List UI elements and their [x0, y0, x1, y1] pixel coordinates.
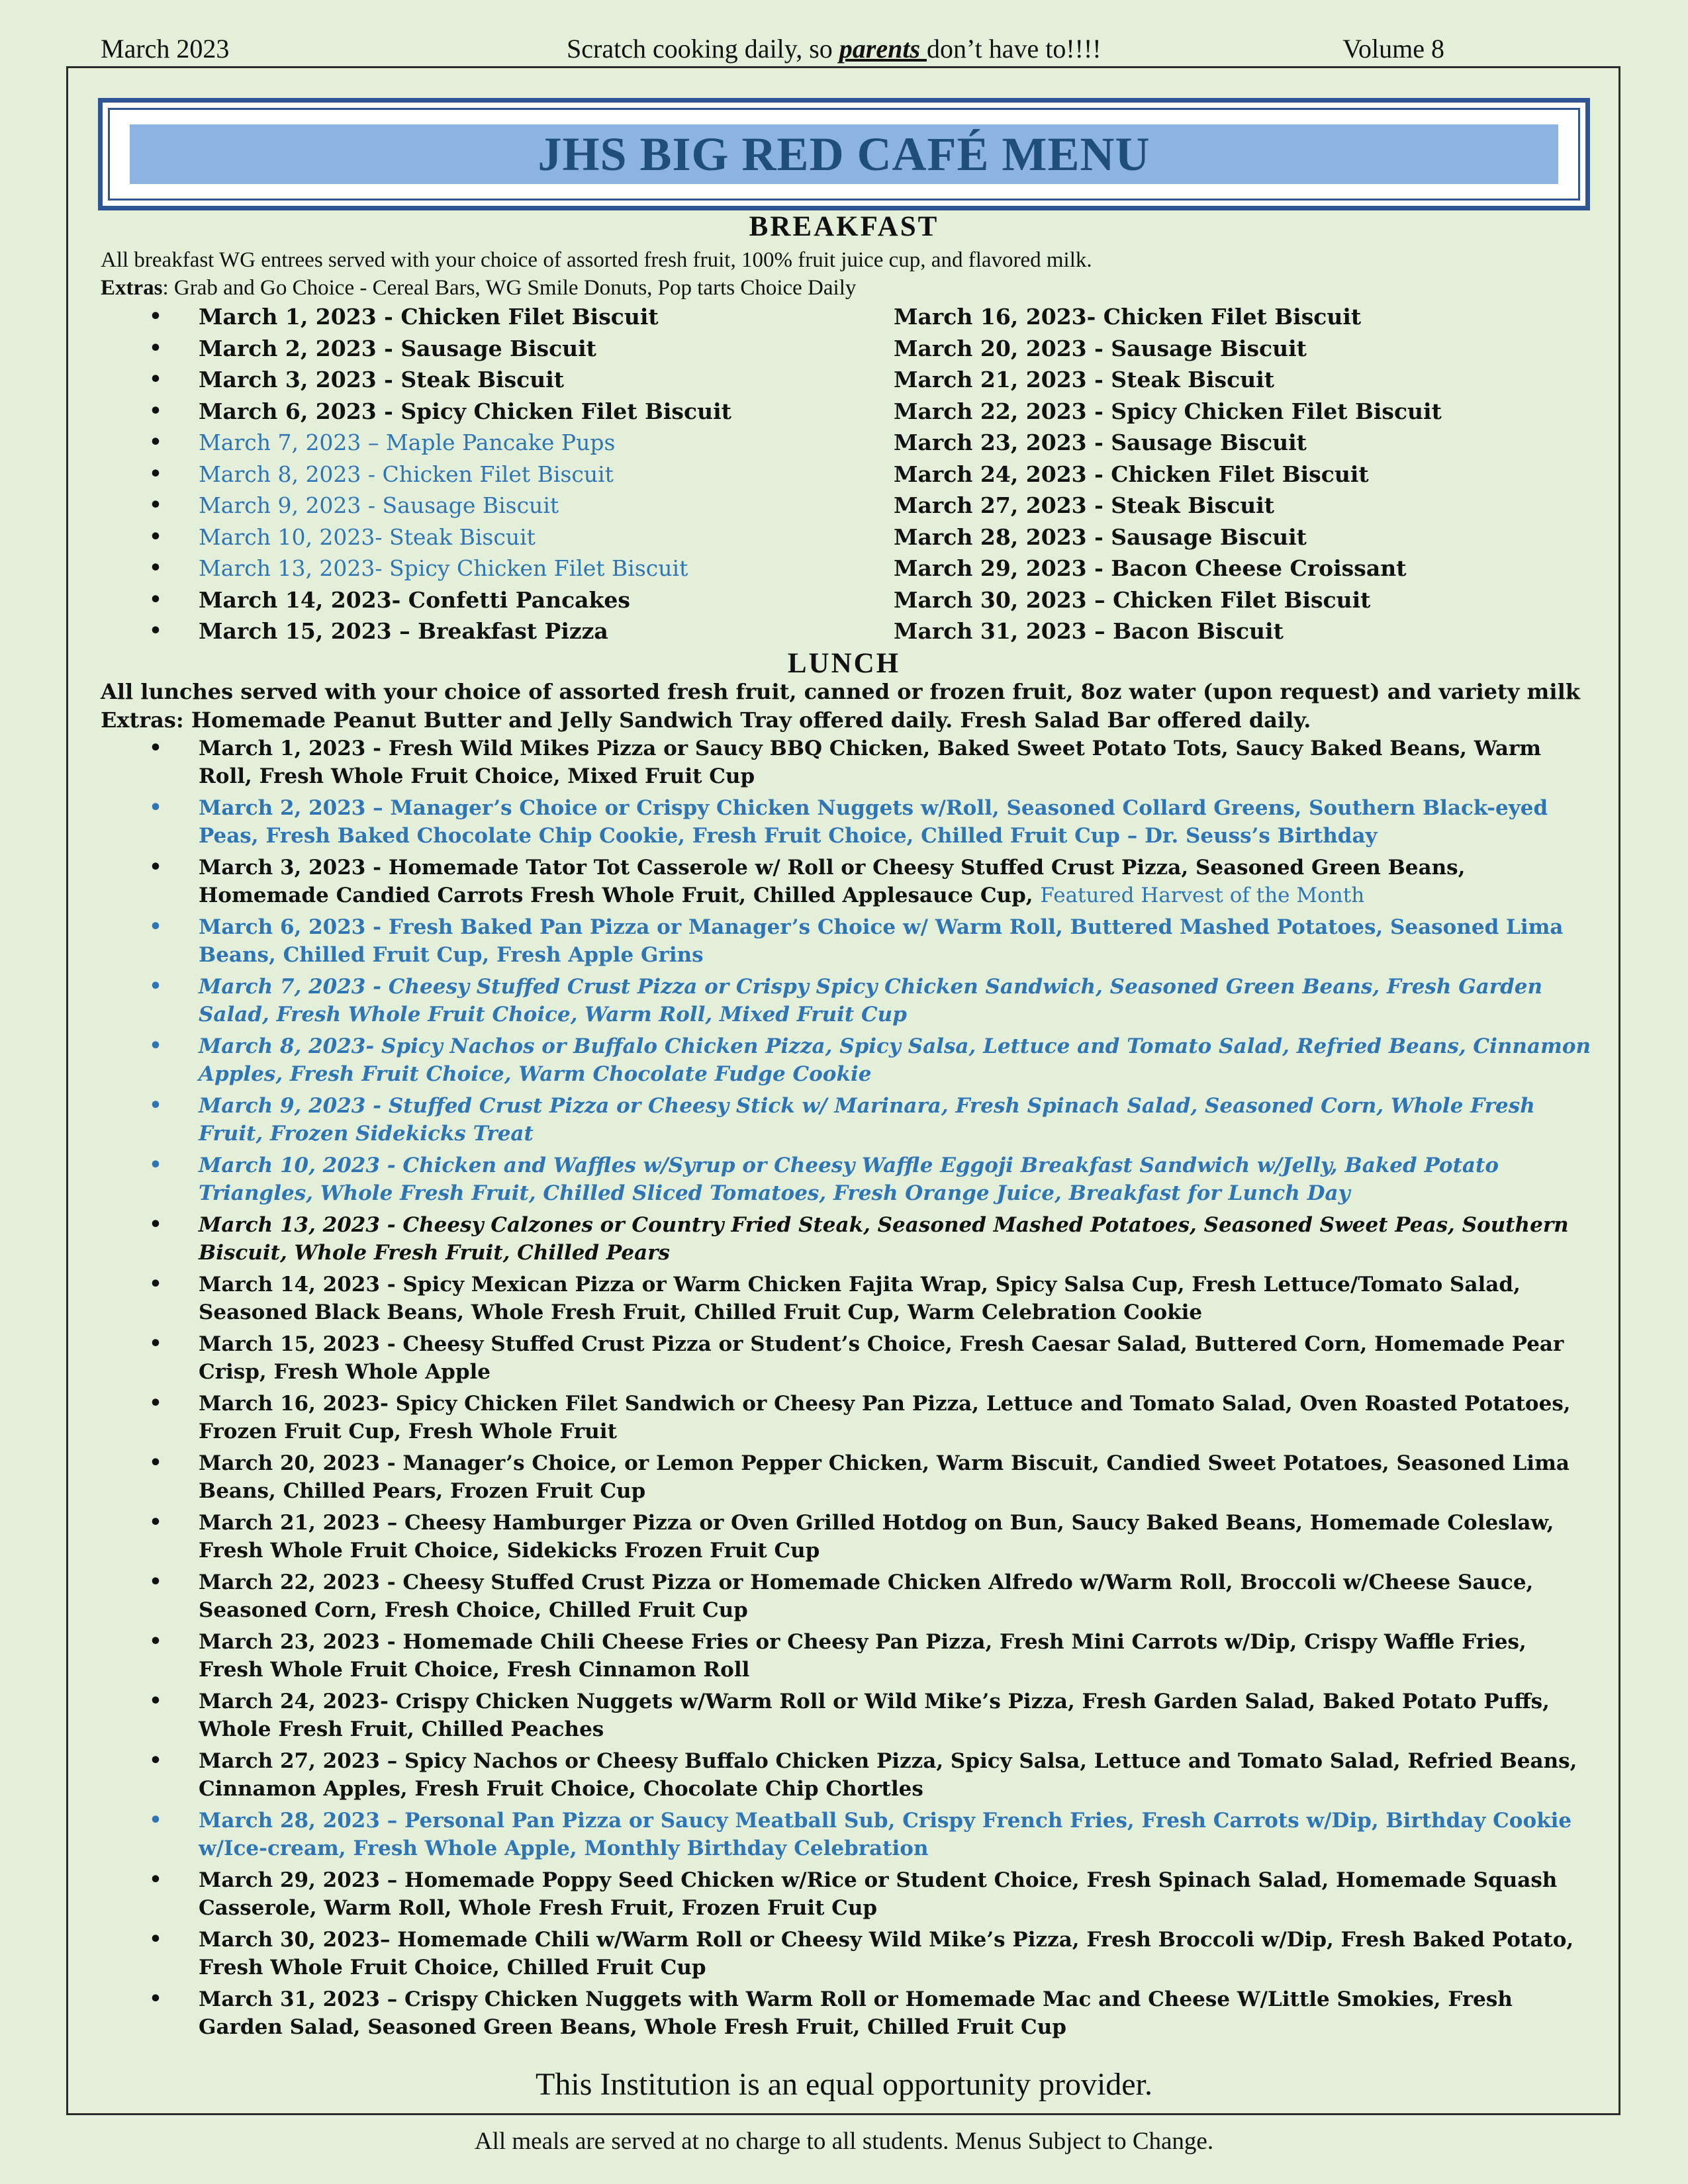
- breakfast-list-right: [894, 301, 1589, 647]
- bullet-icon: •: [149, 619, 162, 643]
- breakfast-item: March 13, 2023- Spicy Chicken Filet Biscuit: [199, 555, 688, 581]
- bullet-icon: •: [149, 1630, 162, 1653]
- bullet-icon: •: [149, 305, 162, 328]
- lunch-item: March 24, 2023- Crispy Chicken Nuggets w/Warm Roll or Wild Mike’s Pizza, Fresh Garden Salad, Baked Potato Puffs, Whole Fresh Fruit, Chilled Peaches: [199, 1690, 1550, 1741]
- lunch-item: March 14, 2023 - Spicy Mexican Pizza or Warm Chicken Fajita Wrap, Spicy Salsa Cup, Fresh Lettuce/Tomato Salad, Seasoned Black Beans, Whole Fresh Fruit, Chilled Fruit Cup, Warm Celebration Cookie: [199, 1273, 1521, 1324]
- header-date: March 2023: [101, 34, 230, 64]
- list-item: March 23, 2023 - Sausage Biscuit: [894, 430, 1307, 455]
- bullet-icon: •: [149, 557, 162, 580]
- bullet-icon: •: [149, 1570, 162, 1594]
- list-item: March 27, 2023 - Steak Biscuit: [894, 492, 1274, 518]
- breakfast-list-left: [149, 301, 861, 647]
- lunch-item: March 23, 2023 - Homemade Chili Cheese Fries or Cheesy Pan Pizza, Fresh Mini Carrots w/Dip, Crispy Waffle Fries, Fresh Whole Fruit Choice, Fresh Cinnamon Roll: [199, 1630, 1526, 1682]
- list-item: [149, 973, 1592, 1032]
- list-item: [149, 396, 861, 428]
- lunch-list: [149, 735, 1592, 2045]
- bullet-icon: •: [149, 1034, 162, 1058]
- list-item: March 29, 2023 - Bacon Cheese Croissant: [894, 555, 1407, 581]
- list-item: [149, 553, 861, 584]
- list-item: [149, 794, 1592, 854]
- list-item: [149, 1152, 1592, 1211]
- bullet-icon: •: [149, 737, 162, 760]
- list-item: [149, 1926, 1592, 1985]
- title-banner: [98, 98, 1590, 210]
- lunch-item: March 28, 2023 – Personal Pan Pizza or Saucy Meatball Sub, Crispy French Fries, Fresh Carrots w/Dip, Birthday Cookie w/Ice-cream, Fresh Whole Apple, Monthly Birthday Celebration: [199, 1809, 1572, 1860]
- header-tagline: [567, 33, 1102, 64]
- breakfast-item: March 9, 2023 - Sausage Biscuit: [199, 492, 559, 518]
- lunch-item: March 31, 2023 – Crispy Chicken Nuggets with Warm Roll or Homemade Mac and Cheese W/Little Smokies, Fresh Garden Salad, Seasoned Green Beans, Whole Fresh Fruit, Chilled Fruit Cup: [199, 1987, 1513, 2039]
- breakfast-item: March 7, 2023 – Maple Pancake Pups: [199, 430, 616, 455]
- tagline-emphasis: parents: [839, 34, 927, 64]
- list-item: [149, 1569, 1592, 1628]
- bullet-icon: •: [149, 494, 162, 517]
- bullet-icon: •: [149, 431, 162, 454]
- header-volume: Volume 8: [1342, 34, 1444, 64]
- bullet-icon: •: [149, 368, 162, 391]
- bullet-icon: •: [149, 1094, 162, 1117]
- equal-opportunity-statement: This Institution is an equal opportunity provider.: [536, 2067, 1152, 2102]
- bullet-icon: •: [149, 1392, 162, 1415]
- extras-text: : Grab and Go Choice - Cereal Bars, WG Smile Donuts, Pop tarts Choice Daily: [162, 276, 857, 300]
- list-item: [149, 1211, 1592, 1271]
- breakfast-item: March 3, 2023 - Steak Biscuit: [199, 367, 565, 392]
- list-item: [149, 1449, 1592, 1509]
- list-item: March 28, 2023 - Sausage Biscuit: [894, 523, 1307, 550]
- list-item: [149, 1390, 1592, 1449]
- bullet-icon: •: [149, 1451, 162, 1475]
- extras-label: Extras: [101, 276, 163, 300]
- breakfast-item: March 10, 2023- Steak Biscuit: [199, 523, 536, 550]
- list-item: [149, 615, 861, 647]
- list-item: [149, 459, 861, 490]
- list-item: [149, 584, 861, 616]
- list-item: [149, 333, 861, 365]
- lunch-item: March 27, 2023 – Spicy Nachos or Cheesy Buffalo Chicken Pizza, Spicy Salsa, Lettuce and Tomato Salad, Refried Beans, Cinnamon Apples, Fresh Fruit Choice, Chocolate Chip Chortles: [199, 1749, 1577, 1801]
- bullet-icon: •: [149, 796, 162, 819]
- bullet-icon: •: [149, 1273, 162, 1296]
- bullet-icon: •: [149, 1749, 162, 1772]
- breakfast-intro: [101, 246, 1590, 302]
- lunch-item: March 20, 2023 - Manager’s Choice, or Lemon Pepper Chicken, Warm Biscuit, Candied Sweet Potatoes, Seasoned Lima Beans, Chilled Pears, Frozen Fruit Cup: [199, 1451, 1570, 1503]
- lunch-item: March 1, 2023 - Fresh Wild Mikes Pizza or Saucy BBQ Chicken, Baked Sweet Potato Tots, Saucy Baked Beans, Warm Roll, Fresh Whole Fruit Choice, Mixed Fruit Cup: [199, 737, 1542, 788]
- list-item: [149, 735, 1592, 794]
- bullet-icon: •: [149, 1332, 162, 1355]
- bullet-icon: •: [149, 1809, 162, 1832]
- list-item: [149, 1866, 1592, 1926]
- bullet-icon: •: [149, 975, 162, 998]
- list-item: March 24, 2023 - Chicken Filet Biscuit: [894, 461, 1369, 487]
- list-item: [149, 1688, 1592, 1747]
- list-item: March 31, 2023 – Bacon Biscuit: [894, 618, 1284, 644]
- breakfast-extras: [101, 274, 1590, 302]
- bullet-icon: •: [149, 336, 162, 360]
- list-item: [149, 301, 861, 333]
- bullet-icon: •: [149, 1868, 162, 1891]
- list-item: [149, 1807, 1592, 1866]
- bullet-icon: •: [149, 915, 162, 938]
- bullet-icon: •: [149, 399, 162, 423]
- list-item: [149, 1271, 1592, 1330]
- list-item: [149, 1747, 1592, 1807]
- lunch-item: [199, 854, 1592, 909]
- bullet-icon: •: [149, 1987, 162, 2011]
- breakfast-item: March 14, 2023- Confetti Pancakes: [199, 586, 630, 613]
- bullet-icon: •: [149, 462, 162, 486]
- list-item: March 20, 2023 - Sausage Biscuit: [894, 335, 1307, 361]
- page-title: JHS BIG RED CAFÉ MENU: [538, 127, 1150, 181]
- lunch-item: March 2, 2023 – Manager’s Choice or Crispy Chicken Nuggets w/Roll, Seasoned Collard Greens, Southern Black-eyed Peas, Fresh Baked Chocolate Chip Cookie, Fresh Fruit Choice, Chilled Fruit Cup – Dr. Seuss’s Birthday: [199, 796, 1548, 848]
- lunch-item: March 8, 2023- Spicy Nachos or Buffalo Chicken Pizza, Spicy Salsa, Lettuce and Tomato Salad, Refried Beans, Cinnamon Apples, Fresh Fruit Choice, Warm Chocolate Fudge Cookie: [199, 1034, 1591, 1086]
- banner-fill: [130, 124, 1558, 184]
- lunch-heading: LUNCH: [787, 648, 901, 679]
- lunch-item: March 15, 2023 - Cheesy Stuffed Crust Pizza or Student’s Choice, Fresh Caesar Salad, Buttered Corn, Homemade Pear Crisp, Fresh Whole Apple: [199, 1332, 1564, 1384]
- breakfast-item: March 8, 2023 - Chicken Filet Biscuit: [199, 461, 614, 487]
- breakfast-item: March 2, 2023 - Sausage Biscuit: [199, 335, 596, 361]
- tagline-after: don’t have to!!!!: [927, 34, 1102, 64]
- list-item: [149, 522, 861, 553]
- lunch-intro: All lunches served with your choice of assorted fresh fruit, canned or frozen fruit, 8oz water (upon request) and variety milk Extras: Homemade Peanut Butter and Jelly Sandwich Tray offered daily. Fresh Salad Bar offered daily.: [101, 679, 1580, 733]
- list-item: March 22, 2023 - Spicy Chicken Filet Biscuit: [894, 398, 1442, 424]
- lunch-item: March 6, 2023 - Fresh Baked Pan Pizza or Manager’s Choice w/ Warm Roll, Buttered Mashed Potatoes, Seasoned Lima Beans, Chilled Fruit Cup, Fresh Apple Grins: [199, 915, 1564, 967]
- lunch-item: March 7, 2023 - Cheesy Stuffed Crust Pizza or Crispy Spicy Chicken Sandwich, Seasoned Green Beans, Fresh Garden Salad, Fresh Whole Fruit Choice, Warm Roll, Mixed Fruit Cup: [199, 975, 1543, 1026]
- list-item: [149, 1509, 1592, 1569]
- lunch-item: March 22, 2023 - Cheesy Stuffed Crust Pizza or Homemade Chicken Alfredo w/Warm Roll, Broccoli w/Cheese Sauce, Seasoned Corn, Fresh Choice, Chilled Fruit Cup: [199, 1570, 1534, 1622]
- breakfast-item: March 6, 2023 - Spicy Chicken Filet Biscuit: [199, 398, 731, 424]
- tagline-before: Scratch cooking daily, so: [567, 34, 839, 64]
- bullet-icon: •: [149, 1690, 162, 1713]
- breakfast-intro-text: All breakfast WG entrees served with your choice of assorted fresh fruit, 100% fruit juice cup, and flavored milk.: [101, 248, 1092, 272]
- lunch-item: March 30, 2023– Homemade Chili w/Warm Roll or Cheesy Wild Mike’s Pizza, Fresh Broccoli w/Dip, Fresh Baked Potato, Fresh Whole Fruit Choice, Chilled Fruit Cup: [199, 1928, 1574, 1979]
- list-item: [149, 1628, 1592, 1688]
- lunch-item: March 16, 2023- Spicy Chicken Filet Sandwich or Cheesy Pan Pizza, Lettuce and Tomato Salad, Oven Roasted Potatoes, Frozen Fruit Cup, Fresh Whole Fruit: [199, 1392, 1571, 1443]
- list-item: [149, 490, 861, 522]
- bullet-icon: •: [149, 588, 162, 612]
- banner-inner-border: [108, 108, 1580, 201]
- list-item: [149, 1092, 1592, 1152]
- bullet-icon: •: [149, 1154, 162, 1177]
- list-item: March 30, 2023 – Chicken Filet Biscuit: [894, 586, 1371, 613]
- bullet-icon: •: [149, 525, 162, 549]
- list-item: [149, 427, 861, 459]
- lunch-item-text: March 3, 2023 - Homemade Tator Tot Casserole w/ Roll or Cheesy Stuffed Crust Pizza, Seasoned Green Beans, Homemade Candied Carrots Fresh Whole Fruit, Chilled Applesauce Cup,: [199, 856, 1466, 907]
- breakfast-item: March 1, 2023 - Chicken Filet Biscuit: [199, 304, 659, 330]
- list-item: [149, 1985, 1592, 2045]
- lunch-item: March 21, 2023 – Cheesy Hamburger Pizza or Oven Grilled Hotdog on Bun, Saucy Baked Beans, Homemade Coleslaw, Fresh Whole Fruit Choice, Sidekicks Frozen Fruit Cup: [199, 1511, 1554, 1563]
- lunch-item: March 9, 2023 - Stuffed Crust Pizza or Cheesy Stick w/ Marinara, Fresh Spinach Salad, Seasoned Corn, Whole Fresh Fruit, Frozen Sidekicks Treat: [199, 1094, 1535, 1146]
- bullet-icon: •: [149, 1213, 162, 1236]
- page-footer: All meals are served at no charge to all students. Menus Subject to Change.: [474, 2128, 1214, 2155]
- breakfast-heading: BREAKFAST: [749, 211, 939, 242]
- list-item: [149, 1330, 1592, 1390]
- list-item: [149, 854, 1592, 913]
- bullet-icon: •: [149, 1928, 162, 1951]
- list-item: [149, 1032, 1592, 1092]
- bullet-icon: •: [149, 856, 162, 879]
- lunch-item: March 13, 2023 - Cheesy Calzones or Country Fried Steak, Seasoned Mashed Potatoes, Seasoned Sweet Peas, Southern Biscuit, Whole Fresh Fruit, Chilled Pears: [199, 1213, 1569, 1265]
- list-item: [149, 913, 1592, 973]
- list-item: March 21, 2023 - Steak Biscuit: [894, 367, 1274, 392]
- list-item: March 16, 2023- Chicken Filet Biscuit: [894, 304, 1362, 330]
- featured-harvest-note: Featured Harvest of the Month: [1040, 884, 1365, 907]
- lunch-item: March 29, 2023 – Homemade Poppy Seed Chicken w/Rice or Student Choice, Fresh Spinach Salad, Homemade Squash Casserole, Warm Roll, Whole Fresh Fruit, Frozen Fruit Cup: [199, 1868, 1558, 1920]
- list-item: [149, 364, 861, 396]
- bullet-icon: •: [149, 1511, 162, 1534]
- lunch-item: March 10, 2023 - Chicken and Waffles w/Syrup or Cheesy Waffle Eggoji Breakfast Sandwich w/Jelly, Baked Potato Triangles, Whole Fresh Fruit, Chilled Sliced Tomatoes, Fresh Orange Juice, Breakfast for Lunch Day: [199, 1154, 1499, 1205]
- breakfast-item: March 15, 2023 – Breakfast Pizza: [199, 618, 608, 644]
